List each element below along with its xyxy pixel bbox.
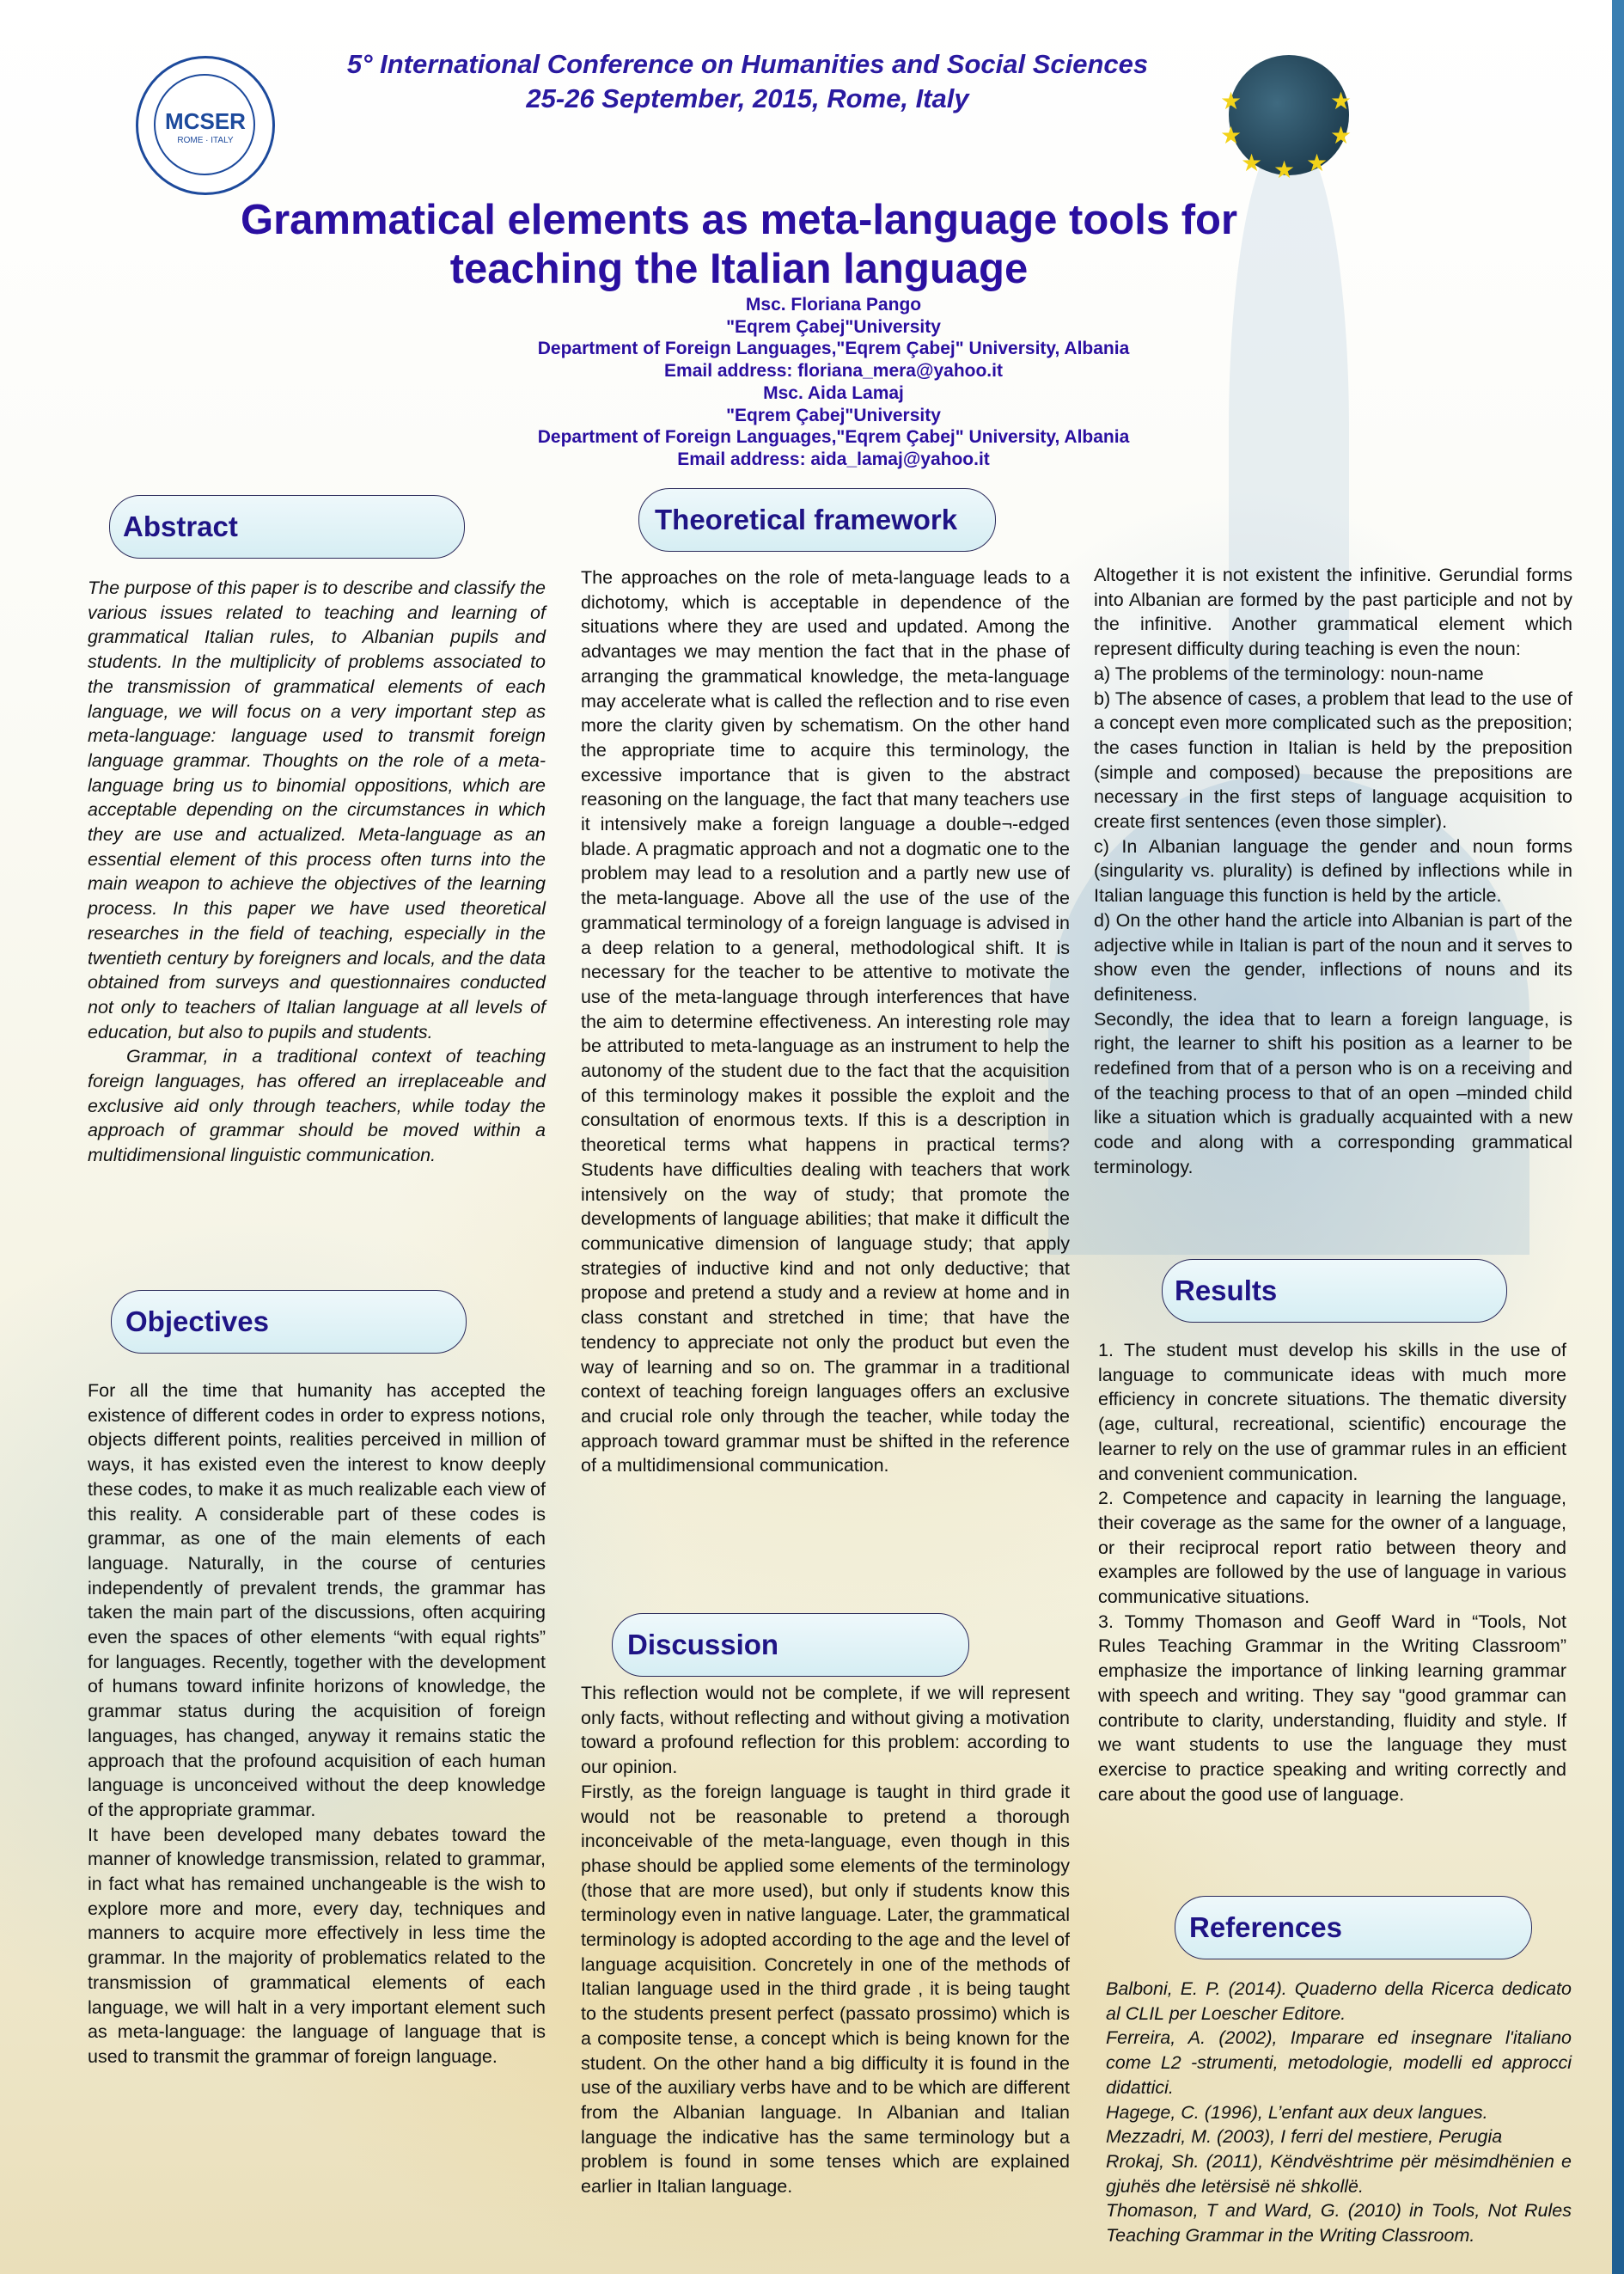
results-text: 1. The student must develop his skills in the use of language to communicate ideas with much more efficiency in concrete situations. The thematic diversity (age, cultural, recreational, scientific) encourage the learner to rely on the use of grammar rules in an efficient and convenient communication. 2. Competence and capacity in learning the language, their coverage as the same for the owner of a language, or their reciprocal report ratio between theory and examples are followed by the use of language in various communicative situations. 3. Tommy Thomason and Geoff Ward in “Tools, Not Rules Teaching Grammar in the Writing Classroom” emphasize the importance of linking learning grammar with speech and writing. They say "good grammar can contribute to clarity, understanding, fluidity and style. If we want students to use the language they must exercise to practice speaking and writing correctly and care about the good use of language. <box>1098 1340 1566 1805</box>
star-icon: ★ <box>1330 122 1352 149</box>
references-heading: References <box>1175 1896 1532 1959</box>
conference-title: 5° International Conference on Humanities and Social Sciences 25-26 September, 2015, Rome, Italy <box>346 49 1149 113</box>
reference-item: Balboni, E. P. (2014). Quaderno della Ricerca dedicato al CLIL per Loescher Editore. <box>1106 1978 1572 2024</box>
reference-item: Mezzadri, M. (2003), I ferri del mestiere, Perugia <box>1106 2126 1503 2148</box>
discussion-heading: Discussion <box>612 1613 969 1677</box>
results-heading: Results <box>1162 1259 1507 1323</box>
star-icon: ★ <box>1241 150 1263 176</box>
references-list <box>1106 1977 1572 2248</box>
poster-title: Grammatical elements as meta-language tools for teaching the Italian language <box>240 197 1238 292</box>
theoretical-framework-text: The approaches on the role of meta-language leads to a dichotomy, which is acceptable in dependence of the situations where they are used and updated. Among the advantages we may mention the fact that in the phase of arranging the grammatical knowledge, the meta-language may accelerate what is called the reflection and to rise even more the clarity given by schematism. On the other hand the appropriate time to acquire this terminology, the excessive importance that is given to the abstract reasoning on the language, the fact that many teachers use it intensively make a foreign language a double¬-edged blade. A pragmatic approach and not a dogmatic one to the problem may lead to a resolution and a partly new use of the meta-language. Above all the use of the use of the grammatical terminology of a foreign language is advised in a deep relation to a general, methodological shift. It is necessary for the teacher to be attentive to motivate the use of the meta-language through interferences that have the aim to determine effectiveness. An interesting role may be attributed to meta-language as an instrument to help the autonomy of the student due to the fact that the acquisition of this terminology makes it possible the exploit and the consultation of enormous texts. If this is a description in theoretical terms what happens in practical terms? Students have difficulties dealing with teachers that work intensively on the way of study; that promote the developments of language abilities; that make it difficult the communicative dimension of language study; that apply strategies of inductive kind and not only deductive; that propose and pretend a study and a review at home and in class constant and stretched in time; that have the tendency to appreciate not only the product but even the way of learning and so on. The grammar in a traditional context of teaching foreign languages offers an exclusive and crucial role only through the teacher, while today the approach toward grammar must be shifted in the reference of a multidimensional communication. <box>581 567 1070 1476</box>
star-icon: ★ <box>1220 122 1242 149</box>
authors-block: Msc. Floriana Pango "Eqrem Çabej"University Department of Foreign Languages,"Eqrem Çabej" University, Albania Email address: floriana_mera@yahoo.it Msc. Aida Lamaj "Eqrem Çabej"University Department of Foreign Languages,"Eqrem Çabej" University, Albania Email address: aida_lamaj@yahoo.it <box>537 295 1130 469</box>
discussion-continued-text: Altogether it is not existent the infinitive. Gerundial forms into Albanian are formed by the past participle and not by the infinitive. Another grammatical element which represent difficulty during teaching is even the noun: a) The problems of the terminology: noun-name b) The absence of cases, a problem that lead to the use of a concept even more complicated such as the preposition; the cases function in Italian is held by the preposition (simple and composed) because the prepositions are necessary in the first steps of language acquisition to create first sentences (even those simpler). c) In Albanian language the gender and noun forms (singularity vs. plurality) is defined by inflections while in Italian language this function is held by the article. d) On the other hand the article into Albanian is part of the adjective while in Italian is part of the noun and it serves to show even the gender, inflections of nouns and its definiteness. Secondly, the idea that to learn a foreign language, is right, the learner to shift his position as a learner to be redefined from that of a person who is on a receiving and of the teaching process to that of an open –minded child like a situation which is gradually acquainted with a new code and along with a corresponding grammatical terminology. <box>1094 565 1572 1177</box>
objectives-heading: Objectives <box>111 1290 467 1354</box>
star-icon: ★ <box>1306 150 1328 176</box>
abstract-heading: Abstract <box>109 495 465 559</box>
abstract-text: The purpose of this paper is to describe and classify the various issues related to teaching and learning of grammatical Italian rules, to Albanian pupils and students. In the multiplicity of problems associated to the transmission of grammatical elements of each language, we will focus on a very important step as meta-language: language used to transmit foreign language grammar. Thoughts on the role of a meta-language bring us to binomial oppositions, which are acceptable depending on the circumstances in which they are use and actualized. Meta-language as an essential element of this process often turns into the main weapon to achieve the objectives of the learning process. In this paper we have used theoretical researches in the field of teaching, especially in the twentieth century by foreigners and locals, and the data obtained from surveys and questionnaires conducted not only to teachers of Italian language at all levels of education, but also to pupils and students. Grammar, in a traditional context of teaching foreign languages, has offered an irreplaceable and exclusive aid only through teachers, while today the approach of grammar should be moved within a multidimensional linguistic communication. <box>88 578 546 1166</box>
reference-item: Rrokaj, Sh. (2011), Këndvështrime për mësimdhënien e gjuhës dhe letërsisë në shkollë. <box>1106 2150 1572 2197</box>
theoretical-framework-heading: Theoretical framework <box>638 488 996 552</box>
star-icon: ★ <box>1273 156 1296 183</box>
reference-item: Ferreira, A. (2002), Imparare ed insegnare l'italiano come L2 -strumenti, metodologie, modelli ed approcci didattici. <box>1106 2027 1572 2098</box>
conference-globe-logo <box>1220 55 1363 183</box>
mcser-logo: MCSER ROME · ITALY <box>136 56 275 195</box>
poster-header <box>0 0 1624 481</box>
star-icon: ★ <box>1220 88 1242 114</box>
reference-item: Thomason, T and Ward, G. (2010) in Tools, Not Rules Teaching Grammar in the Writing Classroom. <box>1106 2200 1572 2246</box>
reference-item: Hagege, C. (1996), L’enfant aux deux langues. <box>1106 2101 1488 2123</box>
discussion-text: This reflection would not be complete, if we will represent only facts, without reflecting and without giving a motivation toward a profound reflection for this problem: according to our opinion. Firstly, as the foreign language is taught in third grade it would not be reasonable to pretend a thorough inconceivable of the meta-language, even though in this phase should be applied some elements of the terminology (those that are more used), but only if students know this terminology even in native language. Later, the grammatical terminology is adopted according to the age and the level of language acquisition. Concretely in one of the methods of Italian language used in the third grade , it is being taught to the students present perfect (passato prossimo) which is a composite tense, a concept which is being known for the student. On the other hand a big difficulty it is found in the use of the auxiliary verbs have and to be which are different from the Albanian language. In Albanian and Italian language the indicative has the same terminology but a problem is found in some tenses which are explained earlier in Italian language. <box>581 1683 1070 2198</box>
objectives-text: For all the time that humanity has accepted the existence of different codes in order to express notions, objects different points, realities perceived in million of ways, it has existed even the interest to know deeply these codes, to make it as much realizable each view of this reality. A considerable part of these codes is grammar, as one of the main elements of each language. Naturally, in the course of centuries independently of prevalent trends, the grammar has taken the main part of the discussions, often acquiring even the spaces of other elements “with equal rights” for languages. Recently, together with the development of humans toward infinite horizons of knowledge, the grammar status during the acquisition of foreign languages, has changed, anyway it remains static the approach that the profound acquisition of each human language is unconceived without the deep knowledge of the appropriate grammar. It have been developed many debates toward the manner of knowledge transmission, related to grammar, in fact what has remained unchangeable is the wish to explore more and more, every day, techniques and manners to acquire more effectively in less time the grammar. In the majority of problematics related to the transmission of grammatical elements of each language, we will halt in a very important element such as meta-language: the language of language that is used to transmit the grammar of foreign language. <box>88 1380 546 2067</box>
star-icon: ★ <box>1330 88 1352 114</box>
